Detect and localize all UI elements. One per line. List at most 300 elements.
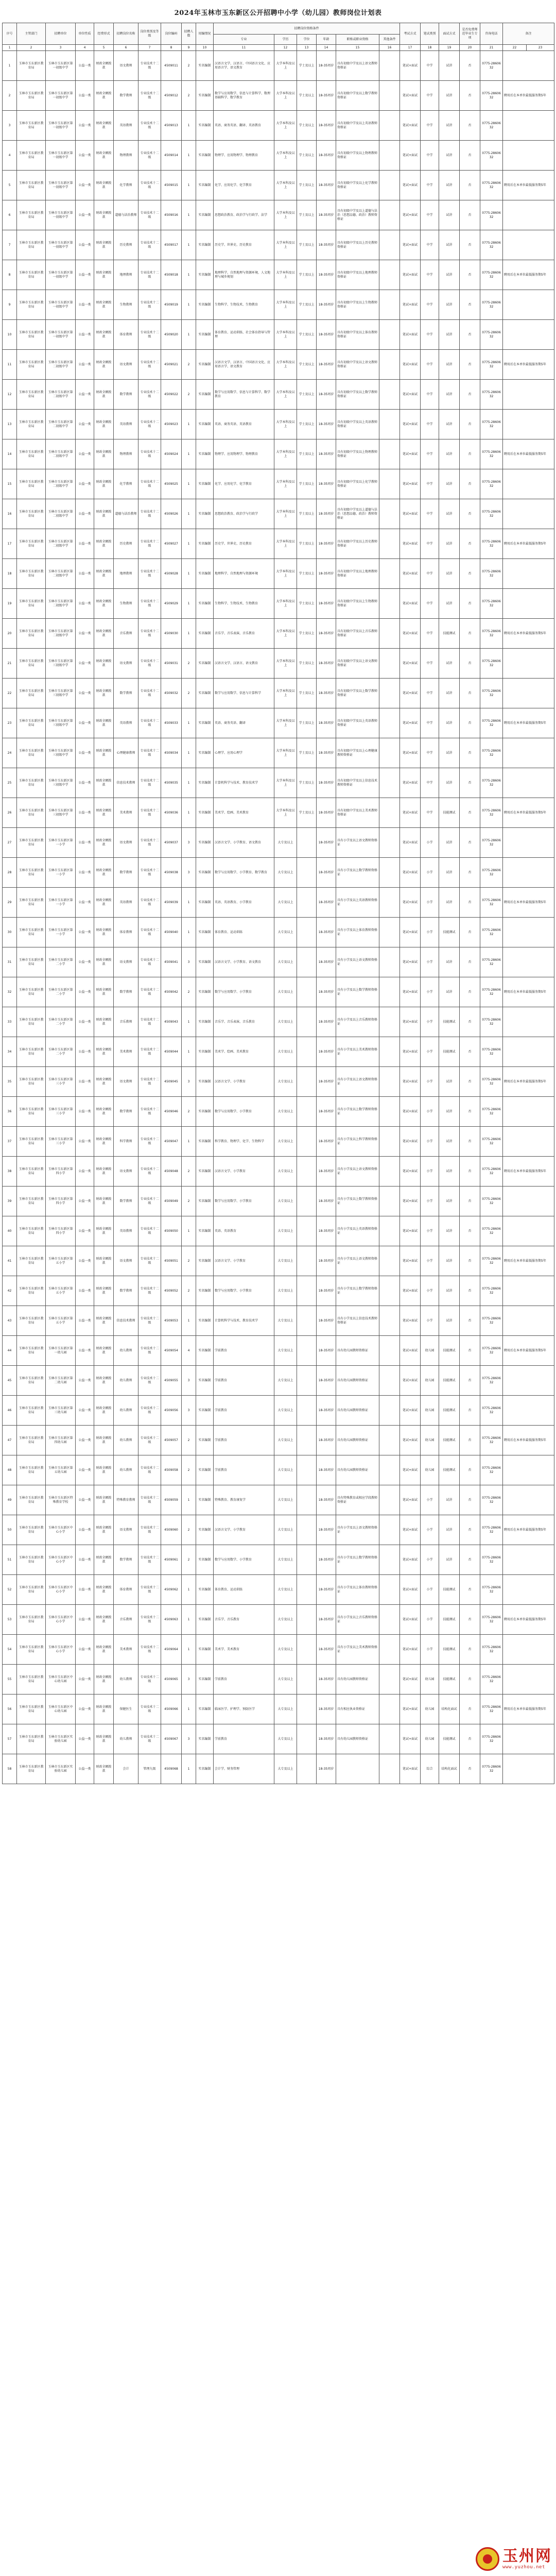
cell-count: 1 [182, 918, 196, 947]
cell-quota: 实名编制 [196, 141, 214, 171]
cell-quota: 实名编制 [196, 290, 214, 320]
cell-nature: 公益一类 [76, 708, 94, 738]
cell-exam-type: 幼儿园 [421, 1366, 439, 1396]
cell-major: 特殊教育、教育康复学 [214, 1485, 274, 1515]
cell-code: 4509062 [161, 1575, 182, 1605]
cell-seq: 20 [3, 619, 17, 649]
cell-exam-type: 小学 [421, 1605, 439, 1635]
cell-age: 18-35周岁 [317, 469, 336, 499]
cell-nature: 公益一类 [76, 1157, 94, 1187]
cell-remark: 聘用后在本单位最低服务期5年 [503, 439, 554, 469]
site-watermark [451, 2544, 552, 2574]
cell-exam-type: 小学 [421, 1097, 439, 1127]
cell-nature: 公益一类 [76, 1694, 94, 1724]
cell-exam-form: 笔试+面试 [400, 1455, 421, 1485]
cell-nature: 公益一类 [76, 738, 94, 768]
cell-exam-form: 笔试+面试 [400, 1097, 421, 1127]
cell-code: 4509067 [161, 1724, 182, 1754]
table-row [3, 708, 554, 738]
cell-seq: 43 [3, 1306, 17, 1336]
cell-degree: 学士及以上 [297, 529, 317, 559]
cell-count: 1 [182, 410, 196, 439]
cell-remark [503, 1037, 554, 1067]
cell-contact: 0775-2860632 [480, 469, 503, 499]
table-row [3, 260, 554, 290]
cell-other [379, 858, 400, 888]
table-row [3, 380, 554, 410]
cell-degree [297, 1515, 317, 1545]
cell-dept: 玉林市玉东新区教育局 [17, 918, 46, 947]
cell-code: 4509061 [161, 1545, 182, 1575]
cell-count: 1 [182, 529, 196, 559]
cell-contact: 0775-2860632 [480, 1485, 503, 1515]
cell-contact: 0775-2860632 [480, 947, 503, 977]
cell-other [379, 81, 400, 111]
cell-other [379, 469, 400, 499]
cell-code: 4509028 [161, 559, 182, 589]
cell-degree [297, 858, 317, 888]
table-row [3, 1067, 554, 1097]
cell-contact: 0775-2860632 [480, 51, 503, 81]
cell-education: 大专及以上 [274, 1635, 297, 1665]
cell-dept: 玉林市玉东新区教育局 [17, 1007, 46, 1037]
recruitment-table [2, 23, 554, 1784]
header-row-top [3, 23, 554, 35]
cell-education: 大专及以上 [274, 1694, 297, 1724]
cell-remark [503, 290, 554, 320]
cell-post: 信息技术教师 [114, 1306, 138, 1336]
cell-unit: 玉林市玉东新区第二初级中学 [46, 619, 76, 649]
cell-post: 美术教师 [114, 798, 138, 828]
cell-post: 道德与法治教师 [114, 499, 138, 529]
cell-dept: 玉林市玉东新区教育局 [17, 649, 46, 679]
cell-nature: 公益一类 [76, 918, 94, 947]
cell-count: 1 [182, 1635, 196, 1665]
cell-dept: 玉林市玉东新区教育局 [17, 888, 46, 918]
cell-category: 专业技术十二级 [138, 1665, 161, 1694]
cell-contact: 0775-2860632 [480, 888, 503, 918]
cell-seq: 33 [3, 1007, 17, 1037]
cell-seq: 4 [3, 141, 17, 171]
cell-exam-type: 中学 [421, 499, 439, 529]
cell-dept: 玉林市玉东新区教育局 [17, 410, 46, 439]
header-seq: 序号 [3, 23, 17, 45]
cell-contact: 0775-2860632 [480, 350, 503, 380]
cell-other [379, 141, 400, 171]
cell-code: 4509049 [161, 1187, 182, 1216]
cell-category: 专业技术十二级 [138, 1306, 161, 1336]
cell-category: 专业技术十二级 [138, 260, 161, 290]
cell-seq: 47 [3, 1426, 17, 1455]
cell-funding: 财政全额拨款 [94, 738, 114, 768]
cell-degree [297, 1754, 317, 1784]
cell-count: 1 [182, 888, 196, 918]
table-row [3, 350, 554, 380]
table-row [3, 1276, 554, 1306]
cell-age: 18-35周岁 [317, 1306, 336, 1336]
cell-dept: 玉林市玉东新区教育局 [17, 290, 46, 320]
cell-interview: 试讲 [439, 977, 460, 1007]
cell-interview: 技能测试 [439, 1575, 460, 1605]
cell-unit: 玉林市玉东新区第五幼儿园 [46, 1455, 76, 1485]
cell-code: 4509030 [161, 619, 182, 649]
cell-seq: 57 [3, 1724, 17, 1754]
cell-code: 4509032 [161, 679, 182, 708]
cell-contact: 0775-2860632 [480, 1396, 503, 1426]
cell-quota: 实名编制 [196, 768, 214, 798]
cell-other [379, 1306, 400, 1336]
cell-unit: 玉林市玉东新区第一初级中学 [46, 81, 76, 111]
cell-post: 数学教师 [114, 1187, 138, 1216]
cell-category: 专业技术十二级 [138, 171, 161, 200]
cell-seq: 6 [3, 200, 17, 230]
cell-count: 1 [182, 1037, 196, 1067]
cell-free-teacher: 否 [460, 1336, 480, 1366]
cell-degree: 学士及以上 [297, 708, 317, 738]
cell-remark [503, 1306, 554, 1336]
cell-post: 音乐教师 [114, 1007, 138, 1037]
cell-certificate: 具有小学及以上英语教师资格证 [336, 888, 379, 918]
cell-dept: 玉林市玉东新区教育局 [17, 1575, 46, 1605]
cell-seq: 19 [3, 589, 17, 619]
cell-funding: 财政全额拨款 [94, 888, 114, 918]
cell-dept: 玉林市玉东新区教育局 [17, 1336, 46, 1366]
cell-education: 大学本科及以上 [274, 679, 297, 708]
header-education: 学历 [274, 35, 297, 45]
cell-nature: 公益一类 [76, 1515, 94, 1545]
cell-count: 2 [182, 1515, 196, 1545]
cell-major: 学前教育 [214, 1455, 274, 1485]
cell-other [379, 798, 400, 828]
cell-free-teacher: 否 [460, 439, 480, 469]
cell-unit: 玉林市玉东新区第三初级中学 [46, 679, 76, 708]
cell-quota: 实名编制 [196, 439, 214, 469]
cell-contact: 0775-2860632 [480, 529, 503, 559]
cell-quota: 实名编制 [196, 1276, 214, 1306]
cell-exam-type: 中学 [421, 81, 439, 111]
cell-interview: 试讲 [439, 858, 460, 888]
cell-degree: 学士及以上 [297, 51, 317, 81]
cell-exam-type: 中学 [421, 111, 439, 141]
table-row [3, 1396, 554, 1426]
cell-exam-type: 中学 [421, 708, 439, 738]
cell-code: 4509019 [161, 290, 182, 320]
cell-post: 化学教师 [114, 469, 138, 499]
cell-unit: 玉林市玉东新区第二幼儿园 [46, 1366, 76, 1396]
table-row [3, 858, 554, 888]
cell-exam-form: 笔试+面试 [400, 410, 421, 439]
cell-quota: 实名编制 [196, 828, 214, 858]
cell-post: 语文教师 [114, 1515, 138, 1545]
cell-exam-type: 小学 [421, 828, 439, 858]
cell-post: 数学教师 [114, 1097, 138, 1127]
cell-funding: 财政全额拨款 [94, 111, 114, 141]
cell-exam-type: 小学 [421, 1127, 439, 1157]
cell-free-teacher: 否 [460, 1724, 480, 1754]
cell-major: 化学、应用化学、化学教育 [214, 469, 274, 499]
cell-nature: 公益一类 [76, 81, 94, 111]
cell-other [379, 1635, 400, 1665]
cell-count: 2 [182, 977, 196, 1007]
cell-remark [503, 1127, 554, 1157]
cell-certificate: 具有初级中学及以上信息技术教师资格证 [336, 768, 379, 798]
column-number: 5 [94, 45, 114, 51]
cell-free-teacher: 否 [460, 1037, 480, 1067]
header-major: 专业 [214, 35, 274, 45]
cell-exam-type: 小学 [421, 947, 439, 977]
cell-nature: 公益一类 [76, 947, 94, 977]
cell-quota: 实名编制 [196, 529, 214, 559]
cell-free-teacher: 否 [460, 947, 480, 977]
cell-education: 大专及以上 [274, 1396, 297, 1426]
cell-contact: 0775-2860632 [480, 858, 503, 888]
cell-exam-type: 中学 [421, 200, 439, 230]
cell-code: 4509064 [161, 1635, 182, 1665]
cell-education: 大学本科及以上 [274, 51, 297, 81]
cell-interview: 试讲 [439, 1216, 460, 1246]
cell-post: 幼儿教师 [114, 1366, 138, 1396]
cell-remark [503, 1575, 554, 1605]
cell-quota: 实名编制 [196, 918, 214, 947]
cell-exam-type: 小学 [421, 888, 439, 918]
header-age: 年龄 [317, 35, 336, 45]
cell-other [379, 350, 400, 380]
cell-major: 英语、商务英语、翻译、英语教育 [214, 111, 274, 141]
cell-contact: 0775-2860632 [480, 738, 503, 768]
column-number: 11 [214, 45, 274, 51]
cell-category: 专业技术十二级 [138, 230, 161, 260]
cell-funding: 财政全额拨款 [94, 380, 114, 410]
cell-category: 专业技术十二级 [138, 1366, 161, 1396]
cell-quota: 实名编制 [196, 1485, 214, 1515]
cell-degree [297, 1157, 317, 1187]
cell-quota: 实名编制 [196, 619, 214, 649]
table-row [3, 111, 554, 141]
cell-seq: 51 [3, 1545, 17, 1575]
cell-nature: 公益一类 [76, 469, 94, 499]
cell-post: 幼儿教师 [114, 1724, 138, 1754]
cell-age: 18-35周岁 [317, 1575, 336, 1605]
cell-degree [297, 828, 317, 858]
cell-other [379, 1575, 400, 1605]
cell-seq: 42 [3, 1276, 17, 1306]
cell-degree [297, 1366, 317, 1396]
cell-count: 3 [182, 828, 196, 858]
cell-category: 专业技术十二级 [138, 200, 161, 230]
cell-nature: 公益一类 [76, 1007, 94, 1037]
cell-funding: 财政全额拨款 [94, 1097, 114, 1127]
cell-quota: 实名编制 [196, 1605, 214, 1635]
cell-quota: 实名编制 [196, 320, 214, 350]
cell-post: 语文教师 [114, 1246, 138, 1276]
cell-remark [503, 499, 554, 529]
cell-education: 大专及以上 [274, 1485, 297, 1515]
cell-exam-type: 中学 [421, 649, 439, 679]
cell-count: 2 [182, 1187, 196, 1216]
table-row [3, 51, 554, 81]
cell-free-teacher: 否 [460, 1694, 480, 1724]
cell-other [379, 918, 400, 947]
cell-dept: 玉林市玉东新区教育局 [17, 439, 46, 469]
cell-interview: 试讲 [439, 1187, 460, 1216]
cell-exam-form: 笔试+面试 [400, 200, 421, 230]
table-row [3, 1007, 554, 1037]
cell-code: 4509034 [161, 738, 182, 768]
cell-category: 专业技术十二级 [138, 947, 161, 977]
cell-education: 大学本科及以上 [274, 200, 297, 230]
cell-dept: 玉林市玉东新区教育局 [17, 171, 46, 200]
cell-post: 英语教师 [114, 888, 138, 918]
cell-free-teacher: 否 [460, 738, 480, 768]
table-row [3, 589, 554, 619]
cell-certificate: 具有初级中学及以上物理教师资格证 [336, 141, 379, 171]
table-row [3, 1485, 554, 1515]
cell-seq: 40 [3, 1216, 17, 1246]
cell-remark [503, 230, 554, 260]
cell-exam-type: 小学 [421, 1157, 439, 1187]
table-row [3, 1366, 554, 1396]
cell-seq: 22 [3, 679, 17, 708]
cell-unit: 玉林市玉东新区中心幼儿园 [46, 1694, 76, 1724]
cell-other [379, 738, 400, 768]
cell-post: 生物教师 [114, 290, 138, 320]
cell-certificate: 具有初级中学及以上体育教师资格证 [336, 320, 379, 350]
cell-code: 4509044 [161, 1037, 182, 1067]
table-row [3, 529, 554, 559]
cell-exam-form: 笔试+面试 [400, 1515, 421, 1545]
cell-education: 大学本科及以上 [274, 439, 297, 469]
cell-free-teacher: 否 [460, 1665, 480, 1694]
cell-count: 1 [182, 499, 196, 529]
cell-nature: 公益一类 [76, 1635, 94, 1665]
cell-dept: 玉林市玉东新区教育局 [17, 1515, 46, 1545]
cell-education: 大专及以上 [274, 1037, 297, 1067]
column-number: 1 [3, 45, 17, 51]
cell-funding: 财政全额拨款 [94, 559, 114, 589]
cell-free-teacher: 否 [460, 1067, 480, 1097]
cell-certificate: 具有幼儿园教师资格证 [336, 1426, 379, 1455]
cell-code: 4509066 [161, 1694, 182, 1724]
cell-quota: 实名编制 [196, 738, 214, 768]
cell-unit: 玉林市玉东新区中心小学 [46, 1545, 76, 1575]
cell-degree: 学士及以上 [297, 111, 317, 141]
cell-funding: 财政全额拨款 [94, 320, 114, 350]
cell-age: 18-35周岁 [317, 798, 336, 828]
cell-remark [503, 1724, 554, 1754]
cell-nature: 公益一类 [76, 350, 94, 380]
cell-education: 大专及以上 [274, 1187, 297, 1216]
cell-exam-form: 笔试+面试 [400, 1545, 421, 1575]
cell-unit: 玉林市玉东新区第一初级中学 [46, 111, 76, 141]
cell-major: 计算机科学与技术、教育技术学 [214, 768, 274, 798]
cell-education: 大专及以上 [274, 1127, 297, 1157]
table-row [3, 1336, 554, 1366]
cell-exam-type: 中学 [421, 768, 439, 798]
cell-seq: 9 [3, 290, 17, 320]
cell-exam-form: 笔试+面试 [400, 1396, 421, 1426]
table-row [3, 1635, 554, 1665]
cell-nature: 公益一类 [76, 1665, 94, 1694]
cell-nature: 公益一类 [76, 320, 94, 350]
cell-code: 4509046 [161, 1097, 182, 1127]
cell-post: 历史教师 [114, 529, 138, 559]
cell-age: 18-35周岁 [317, 559, 336, 589]
table-row [3, 1575, 554, 1605]
cell-remark [503, 1187, 554, 1216]
cell-remark [503, 679, 554, 708]
cell-funding: 财政全额拨款 [94, 1575, 114, 1605]
cell-education: 大学本科及以上 [274, 499, 297, 529]
cell-free-teacher: 否 [460, 1007, 480, 1037]
cell-dept: 玉林市玉东新区教育局 [17, 529, 46, 559]
cell-funding: 财政全额拨款 [94, 1187, 114, 1216]
cell-degree [297, 947, 317, 977]
cell-other [379, 1276, 400, 1306]
cell-quota: 实名编制 [196, 410, 214, 439]
table-row [3, 439, 554, 469]
cell-education: 大学本科及以上 [274, 141, 297, 171]
cell-certificate: 具有小学及以上语文教师资格证 [336, 947, 379, 977]
cell-exam-form: 笔试+面试 [400, 1276, 421, 1306]
cell-unit: 玉林市玉东新区第一初级中学 [46, 230, 76, 260]
cell-remark: 聘用后在本单位最低服务期5年 [503, 798, 554, 828]
cell-dept: 玉林市玉东新区教育局 [17, 111, 46, 141]
cell-age: 18-35周岁 [317, 410, 336, 439]
cell-contact: 0775-2860632 [480, 1336, 503, 1366]
cell-exam-form: 笔试+面试 [400, 499, 421, 529]
cell-funding: 财政全额拨款 [94, 1754, 114, 1784]
cell-major: 美术学、美术教育 [214, 1635, 274, 1665]
cell-unit: 玉林市玉东新区第一初级中学 [46, 141, 76, 171]
cell-nature: 公益一类 [76, 1455, 94, 1485]
cell-exam-form: 笔试+面试 [400, 1366, 421, 1396]
cell-quota: 实名编制 [196, 1545, 214, 1575]
cell-exam-form: 笔试+面试 [400, 1605, 421, 1635]
cell-quota: 实名编制 [196, 1694, 214, 1724]
cell-dept: 玉林市玉东新区教育局 [17, 1157, 46, 1187]
cell-quota: 实名编制 [196, 1396, 214, 1426]
cell-contact: 0775-2860632 [480, 1306, 503, 1336]
cell-exam-type: 小学 [421, 918, 439, 947]
cell-post: 幼儿教师 [114, 1426, 138, 1455]
cell-contact: 0775-2860632 [480, 1127, 503, 1157]
cell-nature: 公益一类 [76, 260, 94, 290]
cell-age: 18-35周岁 [317, 888, 336, 918]
cell-free-teacher: 否 [460, 888, 480, 918]
cell-age: 18-35周岁 [317, 1187, 336, 1216]
cell-count: 2 [182, 1455, 196, 1485]
cell-count: 1 [182, 469, 196, 499]
cell-interview: 试讲 [439, 111, 460, 141]
cell-funding: 财政全额拨款 [94, 947, 114, 977]
cell-count: 1 [182, 1007, 196, 1037]
cell-funding: 财政全额拨款 [94, 858, 114, 888]
column-number: 10 [196, 45, 214, 51]
cell-code: 4509024 [161, 439, 182, 469]
cell-code: 4509058 [161, 1455, 182, 1485]
cell-age: 18-35周岁 [317, 230, 336, 260]
cell-interview: 技能测试 [439, 1426, 460, 1455]
cell-degree: 学士及以上 [297, 171, 317, 200]
cell-other [379, 1665, 400, 1694]
cell-remark [503, 410, 554, 439]
cell-major: 数学与应用数学、小学教育 [214, 977, 274, 1007]
cell-exam-form: 笔试+面试 [400, 350, 421, 380]
cell-age: 18-35周岁 [317, 768, 336, 798]
cell-nature: 公益一类 [76, 1485, 94, 1515]
cell-other [379, 410, 400, 439]
cell-code: 4509035 [161, 768, 182, 798]
